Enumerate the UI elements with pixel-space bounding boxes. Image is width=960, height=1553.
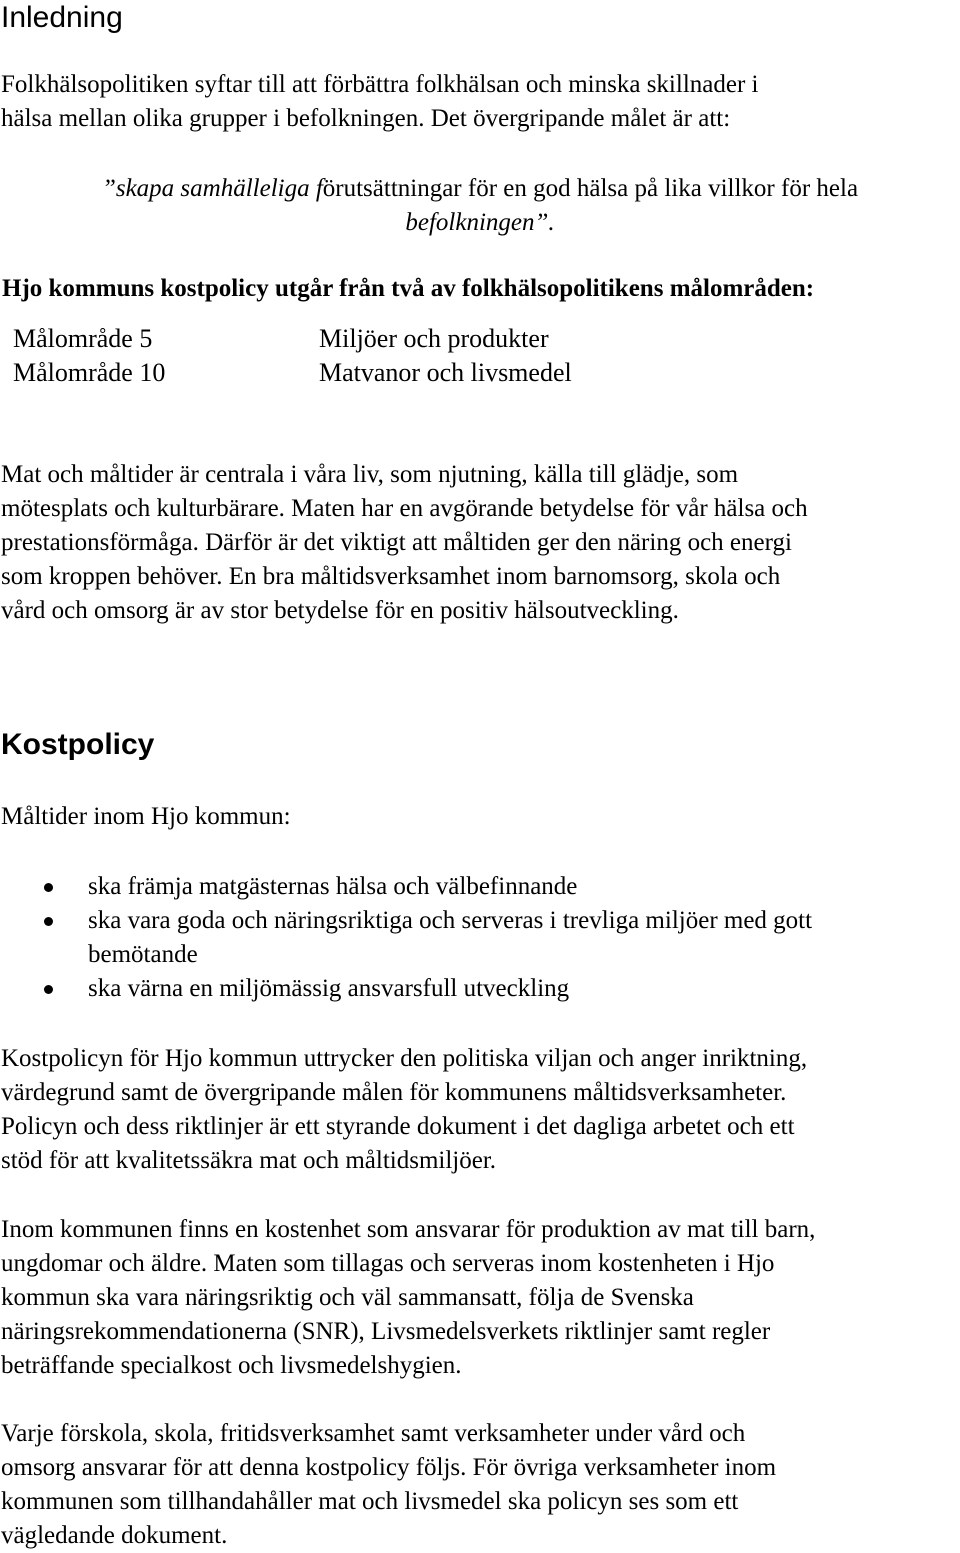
policy-paragraph	[1, 1417, 956, 1553]
policy-paragraph	[1, 1042, 956, 1178]
section-heading-kostpolicy: Kostpolicy	[1, 728, 155, 761]
goal-name: Matvanor och livsmedel	[319, 358, 572, 387]
bullet-icon	[44, 883, 53, 892]
text-line: hälsa mellan olika grupper i befolkningen. Det övergripande målet är att:	[1, 105, 731, 132]
policy-bullet-list	[0, 870, 948, 1006]
quote-open-mark: ”	[101, 175, 116, 202]
text-line: kommun ska vara näringsriktig och väl sammansatt, följa de Svenska	[1, 1284, 694, 1311]
text-line: Policyn och dess riktlinjer är ett styrande dokument i det dagliga arbetet och ett	[1, 1113, 795, 1140]
goal-code: Målområde 10	[13, 358, 166, 387]
text-line: omsorg ansvarar för att denna kostpolicy följs. För övriga verksamheter inom	[1, 1454, 777, 1481]
text-line: bemötande	[88, 941, 198, 968]
text-line: stöd för att kvalitetssäkra mat och måltidsmiljöer.	[1, 1147, 497, 1174]
text-line: ungdomar och äldre. Maten som tillagas och serveras inom kostenheten i Hjo	[1, 1250, 775, 1277]
intro-paragraph	[1, 68, 956, 136]
text-line: beträffande specialkost och livsmedelshygien.	[1, 1352, 462, 1379]
text-line: Inom kommunen finns en kostenhet som ansvarar för produktion av mat till barn,	[1, 1216, 816, 1243]
meals-paragraph	[1, 458, 956, 628]
list-item	[0, 972, 948, 1006]
text-line: ska värna en miljömässig ansvarsfull utveckling	[88, 975, 570, 1002]
bullet-icon	[44, 917, 53, 926]
text-line: mötesplats och kulturbärare. Maten har en avgörande betydelse för vår hälsa och	[1, 495, 808, 522]
text-line: ska vara goda och näringsriktiga och serveras i trevliga miljöer med gott	[88, 907, 813, 934]
text-line: näringsrekommendationerna (SNR), Livsmedelsverkets riktlinjer samt regler	[1, 1318, 771, 1345]
quote-italic-part: skapa samhälleliga f	[115, 175, 323, 202]
list-item	[0, 870, 948, 904]
policy-paragraph	[1, 1213, 956, 1383]
text-line: prestationsförmåga. Därför är det viktigt att måltiden ger den näring och energi	[1, 529, 792, 556]
goals-intro: Hjo kommuns kostpolicy utgår från två av folkhälsopolitikens målområden:	[2, 275, 815, 302]
text-line: Varje förskola, skola, fritidsverksamhet samt verksamheter under vård och	[1, 1420, 746, 1447]
goal-code: Målområde 5	[13, 324, 153, 353]
text-line: ska främja matgästernas hälsa och välbefinnande	[88, 873, 578, 900]
goal-quote	[0, 172, 960, 240]
text-line: värdegrund samt de övergripande målen för kommunens måltidsverksamheter.	[1, 1079, 787, 1106]
list-item	[0, 904, 948, 972]
policy-subheading: Måltider inom Hjo kommun:	[1, 803, 291, 830]
text-line: som kroppen behöver. En bra måltidsverksamhet inom barnomsorg, skola och	[1, 563, 781, 590]
text-line: vård och omsorg är av stor betydelse för en positiv hälsoutveckling.	[1, 597, 679, 624]
text-line: vägledande dokument.	[1, 1522, 228, 1549]
quote-line-1	[0, 172, 960, 206]
text-line: kommunen som tillhandahåller mat och livsmedel ska policyn ses som ett	[1, 1488, 739, 1515]
text-line: Kostpolicyn för Hjo kommun uttrycker den politiska viljan och anger inriktning,	[1, 1045, 808, 1072]
quote-regular-part: örutsättningar för en god hälsa på lika villkor för hela	[322, 175, 859, 202]
section-heading-inledning: Inledning	[1, 1, 123, 34]
bullet-icon	[44, 985, 53, 994]
goal-name: Miljöer och produkter	[319, 324, 549, 353]
text-line: Mat och måltider är centrala i våra liv, som njutning, källa till glädje, som	[1, 461, 739, 488]
quote-line-2: befolkningen”.	[405, 209, 555, 236]
text-line: Folkhälsopolitiken syftar till att förbättra folkhälsan och minska skillnader i	[1, 71, 759, 98]
